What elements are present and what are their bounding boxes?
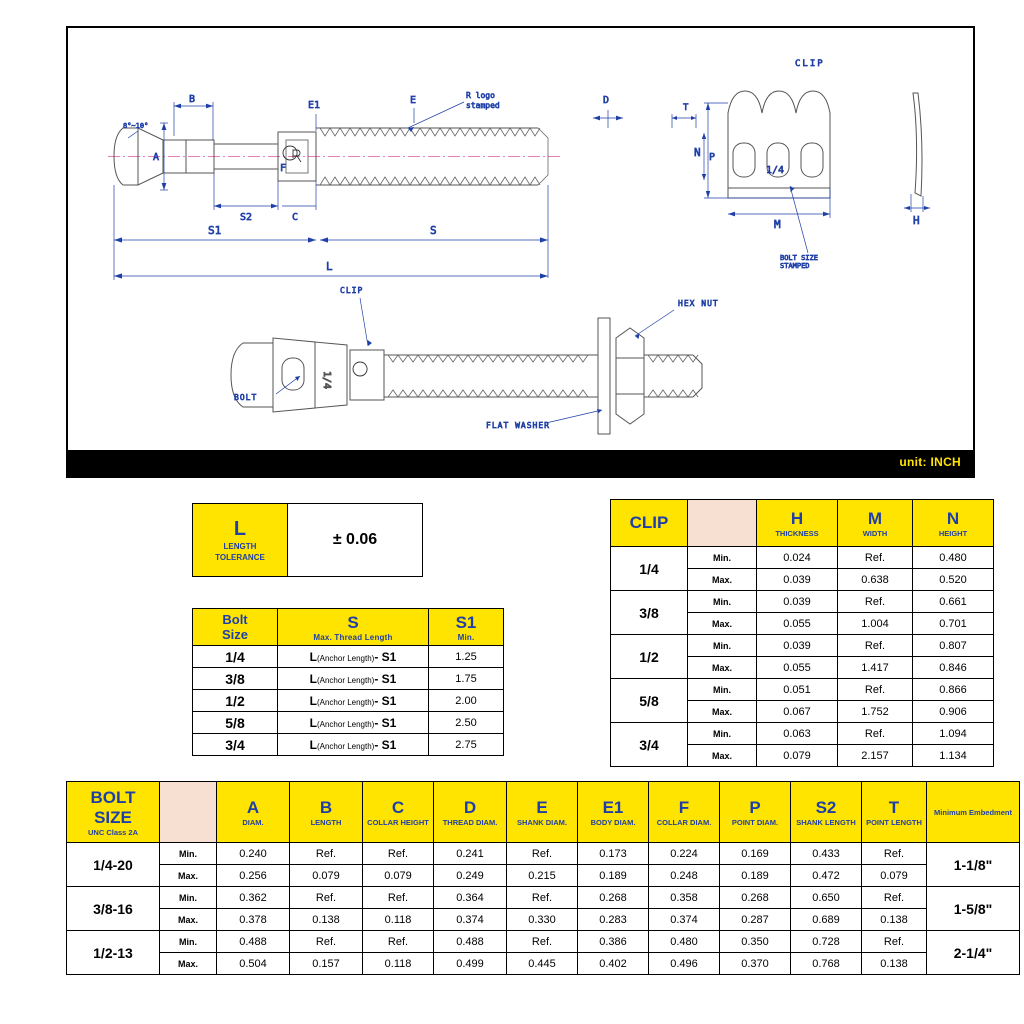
clip-n-min: 0.807 <box>913 635 994 657</box>
bolt-t-ref: Ref. <box>862 887 927 909</box>
svg-text:BOLT: BOLT <box>234 393 258 402</box>
clip-row-size: 1/2 <box>611 635 688 679</box>
bolt-embedment: 1-5/8" <box>927 887 1020 931</box>
bolt-b-ref: Ref. <box>290 887 363 909</box>
svg-text:C: C <box>292 212 299 223</box>
table-row <box>611 679 994 701</box>
bolt-embedment: 1-1/8" <box>927 843 1020 887</box>
tolerance-sub2: TOLERANCE <box>215 552 265 562</box>
thread-size-header-line2: Size <box>221 627 248 642</box>
table-row <box>67 887 1020 909</box>
table-row <box>193 668 504 690</box>
clip-min-label: Min. <box>688 679 757 701</box>
bolt-p-max: 0.189 <box>720 865 791 887</box>
bolt-f-max: 0.374 <box>649 909 720 931</box>
table-row <box>193 712 504 734</box>
clip-m-symbol: M <box>867 508 883 528</box>
bolt-col-e: E SHANK DIAM. <box>507 782 578 843</box>
thread-row-s1: 2.50 <box>429 712 504 734</box>
thread-s-note: Max. Thread Length <box>313 632 393 642</box>
clip-m-ref: Ref. <box>838 635 913 657</box>
svg-text:N: N <box>694 146 701 159</box>
clip-min-label: Min. <box>688 723 757 745</box>
bolt-a-min: 0.488 <box>217 931 290 953</box>
bolt-d-max: 0.374 <box>434 909 507 931</box>
bolt-c-ref: Ref. <box>363 931 434 953</box>
bolt-a-max: 0.378 <box>217 909 290 931</box>
thread-row-size: 3/8 <box>193 668 278 690</box>
svg-text:A: A <box>153 152 160 163</box>
clip-n-min: 1.094 <box>913 723 994 745</box>
svg-text:S2: S2 <box>240 212 253 223</box>
table-row <box>67 953 1020 975</box>
thread-row-size: 3/4 <box>193 734 278 756</box>
svg-text:B: B <box>189 94 196 105</box>
bolt-e1-max: 0.189 <box>578 865 649 887</box>
bolt-e1-min: 0.268 <box>578 887 649 909</box>
svg-text:M: M <box>774 218 781 231</box>
svg-text:CLIP: CLIP <box>795 59 825 69</box>
bolt-f-max: 0.248 <box>649 865 720 887</box>
table-row <box>67 865 1020 887</box>
thread-col-s1-header <box>429 609 504 646</box>
bolt-minmax-header <box>160 782 217 843</box>
bolt-max-label: Max. <box>160 909 217 931</box>
clip-max-label: Max. <box>688 745 757 767</box>
svg-text:E: E <box>410 95 417 106</box>
svg-text:S1: S1 <box>208 224 222 237</box>
clip-col-h <box>757 500 838 547</box>
tolerance-symbol-cell <box>193 504 288 577</box>
clip-h-max: 0.055 <box>757 657 838 679</box>
bolt-a-max: 0.504 <box>217 953 290 975</box>
svg-text:L: L <box>326 260 333 273</box>
svg-text:HEX NUT: HEX NUT <box>678 299 719 308</box>
bolt-col-a: A DIAM. <box>217 782 290 843</box>
clip-n-max: 1.134 <box>913 745 994 767</box>
callout-r-logo-line1: R logo <box>466 91 495 100</box>
clip-min-label: Min. <box>688 547 757 569</box>
thread-s1-symbol: S1 <box>455 612 477 632</box>
thread-row-s1: 1.75 <box>429 668 504 690</box>
bolt-max-label: Max. <box>160 953 217 975</box>
bolt-a-min: 0.362 <box>217 887 290 909</box>
thread-row-s: L(Anchor Length)- S1 <box>278 646 429 668</box>
clip-m-ref: Ref. <box>838 591 913 613</box>
callout-r-logo-line2: stamped <box>466 101 500 110</box>
bolt-e-value: 0.445 <box>507 953 578 975</box>
unit-bar <box>68 450 973 476</box>
bolt-d-max: 0.499 <box>434 953 507 975</box>
bolt-min-label: Min. <box>160 887 217 909</box>
bolt-col-embedment: Minimum Embedment <box>927 782 1020 843</box>
clip-row-size: 1/4 <box>611 547 688 591</box>
table-row <box>611 723 994 745</box>
length-tolerance-table <box>192 503 423 577</box>
thread-s1-note: Min. <box>457 632 475 642</box>
svg-text:BOLT SIZE: BOLT SIZE <box>780 254 818 262</box>
bolt-s2-min: 0.433 <box>791 843 862 865</box>
bolt-min-label: Min. <box>160 843 217 865</box>
table-row <box>611 547 994 569</box>
thread-row-s: L(Anchor Length)- S1 <box>278 690 429 712</box>
clip-h-min: 0.039 <box>757 591 838 613</box>
bolt-s2-max: 0.472 <box>791 865 862 887</box>
thread-row-s1: 2.00 <box>429 690 504 712</box>
bolt-d-min: 0.241 <box>434 843 507 865</box>
clip-max-label: Max. <box>688 701 757 723</box>
bolt-col-s2: S2 SHANK LENGTH <box>791 782 862 843</box>
clip-n-max: 0.701 <box>913 613 994 635</box>
bolt-title-line3: UNC Class 2A <box>87 827 139 837</box>
thread-s-symbol: S <box>347 612 359 632</box>
table-row <box>193 734 504 756</box>
bolt-p-min: 0.169 <box>720 843 791 865</box>
bolt-title-line2: SIZE <box>94 807 132 827</box>
bolt-f-min: 0.358 <box>649 887 720 909</box>
clip-h-min: 0.024 <box>757 547 838 569</box>
clip-n-min: 0.866 <box>913 679 994 701</box>
thread-row-s1: 2.75 <box>429 734 504 756</box>
clip-col-n <box>913 500 994 547</box>
bolt-dimension-table <box>66 781 1020 975</box>
svg-text:8°~10°: 8°~10° <box>123 122 149 130</box>
clip-n-symbol: N <box>946 508 960 528</box>
bolt-p-max: 0.287 <box>720 909 791 931</box>
bolt-col-b: B LENGTH <box>290 782 363 843</box>
bolt-f-min: 0.480 <box>649 931 720 953</box>
bolt-e-ref: Ref. <box>507 843 578 865</box>
thread-row-s1: 1.25 <box>429 646 504 668</box>
bolt-col-d: D THREAD DIAM. <box>434 782 507 843</box>
clip-col-m <box>838 500 913 547</box>
bolt-min-label: Min. <box>160 931 217 953</box>
clip-h-max: 0.067 <box>757 701 838 723</box>
bolt-row-size: 1/4-20 <box>67 843 160 887</box>
clip-h-min: 0.051 <box>757 679 838 701</box>
thread-size-header-line1: Bolt <box>222 612 248 627</box>
bolt-s2-min: 0.650 <box>791 887 862 909</box>
table-row <box>67 909 1020 931</box>
bolt-c-value: 0.118 <box>363 953 434 975</box>
clip-m-ref: Ref. <box>838 547 913 569</box>
clip-row-size: 3/4 <box>611 723 688 767</box>
bolt-max-label: Max. <box>160 865 217 887</box>
table-row <box>193 646 504 668</box>
svg-text:FLAT WASHER: FLAT WASHER <box>486 421 550 430</box>
clip-min-label: Min. <box>688 591 757 613</box>
clip-m-ref: Ref. <box>838 679 913 701</box>
thread-row-size: 1/4 <box>193 646 278 668</box>
thread-col-size-header <box>193 609 278 646</box>
svg-text:STAMPED: STAMPED <box>780 262 810 270</box>
bolt-a-max: 0.256 <box>217 865 290 887</box>
clip-m-value: 1.417 <box>838 657 913 679</box>
svg-text:H: H <box>913 214 920 227</box>
clip-row-size: 3/8 <box>611 591 688 635</box>
bolt-col-c: C COLLAR HEIGHT <box>363 782 434 843</box>
thread-row-size: 5/8 <box>193 712 278 734</box>
bolt-e1-max: 0.402 <box>578 953 649 975</box>
clip-n-max: 0.520 <box>913 569 994 591</box>
thread-col-s-header <box>278 609 429 646</box>
clip-m-value: 1.752 <box>838 701 913 723</box>
svg-text:1/4: 1/4 <box>321 371 332 390</box>
bolt-title-cell <box>67 782 160 843</box>
clip-h-min: 0.063 <box>757 723 838 745</box>
bolt-p-max: 0.370 <box>720 953 791 975</box>
bolt-b-value: 0.157 <box>290 953 363 975</box>
unit-label: unit: INCH <box>899 455 961 469</box>
svg-text:T: T <box>683 103 689 113</box>
thread-row-s: L(Anchor Length)- S1 <box>278 734 429 756</box>
clip-h-min: 0.039 <box>757 635 838 657</box>
bolt-d-min: 0.488 <box>434 931 507 953</box>
clip-n-max: 0.846 <box>913 657 994 679</box>
table-row <box>193 690 504 712</box>
clip-h-name: THICKNESS <box>775 528 819 538</box>
clip-max-label: Max. <box>688 613 757 635</box>
clip-h-max: 0.039 <box>757 569 838 591</box>
clip-n-min: 0.661 <box>913 591 994 613</box>
thread-row-s: L(Anchor Length)- S1 <box>278 712 429 734</box>
bolt-e-value: 0.215 <box>507 865 578 887</box>
svg-text:D: D <box>603 95 610 106</box>
clip-title: CLIP <box>629 513 669 532</box>
bolt-p-min: 0.268 <box>720 887 791 909</box>
bolt-e-ref: Ref. <box>507 931 578 953</box>
bolt-embedment: 2-1/4" <box>927 931 1020 975</box>
bolt-s2-max: 0.768 <box>791 953 862 975</box>
clip-n-min: 0.480 <box>913 547 994 569</box>
bolt-c-value: 0.079 <box>363 865 434 887</box>
bolt-a-min: 0.240 <box>217 843 290 865</box>
clip-m-value: 1.004 <box>838 613 913 635</box>
svg-text:E1: E1 <box>308 100 321 111</box>
svg-text:1/4: 1/4 <box>766 165 785 176</box>
thread-length-table <box>192 608 504 756</box>
table-row <box>611 591 994 613</box>
thread-row-s: L(Anchor Length)- S1 <box>278 668 429 690</box>
svg-text:P: P <box>709 152 716 163</box>
bolt-b-ref: Ref. <box>290 931 363 953</box>
bolt-c-ref: Ref. <box>363 887 434 909</box>
bolt-col-f: F COLLAR DIAM. <box>649 782 720 843</box>
clip-max-label: Max. <box>688 569 757 591</box>
bolt-b-value: 0.138 <box>290 909 363 931</box>
clip-row-size: 5/8 <box>611 679 688 723</box>
drawing-panel <box>66 26 975 478</box>
clip-dimension-table <box>610 499 994 767</box>
bolt-e1-min: 0.173 <box>578 843 649 865</box>
bolt-d-min: 0.364 <box>434 887 507 909</box>
bolt-d-max: 0.249 <box>434 865 507 887</box>
tolerance-value: ± 0.06 <box>288 504 423 577</box>
bolt-col-t: T POINT LENGTH <box>862 782 927 843</box>
bolt-t-value: 0.079 <box>862 865 927 887</box>
bolt-e-ref: Ref. <box>507 887 578 909</box>
bolt-t-ref: Ref. <box>862 843 927 865</box>
table-row <box>67 843 1020 865</box>
bolt-c-ref: Ref. <box>363 843 434 865</box>
bolt-title-line1: BOLT <box>90 787 136 807</box>
clip-m-value: 0.638 <box>838 569 913 591</box>
table-row <box>67 931 1020 953</box>
bolt-e-value: 0.330 <box>507 909 578 931</box>
bolt-s2-min: 0.728 <box>791 931 862 953</box>
bolt-f-min: 0.224 <box>649 843 720 865</box>
clip-m-name: WIDTH <box>862 528 888 538</box>
svg-text:F: F <box>280 163 287 174</box>
svg-text:CLIP: CLIP <box>340 286 364 295</box>
tolerance-symbol: L <box>233 517 247 540</box>
bolt-t-value: 0.138 <box>862 909 927 931</box>
clip-m-ref: Ref. <box>838 723 913 745</box>
bolt-e1-min: 0.386 <box>578 931 649 953</box>
bolt-row-size: 3/8-16 <box>67 887 160 931</box>
svg-text:S: S <box>430 224 437 237</box>
clip-min-label: Min. <box>688 635 757 657</box>
clip-max-label: Max. <box>688 657 757 679</box>
clip-h-max: 0.055 <box>757 613 838 635</box>
bolt-f-max: 0.496 <box>649 953 720 975</box>
bolt-b-value: 0.079 <box>290 865 363 887</box>
technical-drawing <box>68 28 969 472</box>
clip-m-value: 2.157 <box>838 745 913 767</box>
bolt-p-min: 0.350 <box>720 931 791 953</box>
bolt-row-size: 1/2-13 <box>67 931 160 975</box>
bolt-s2-max: 0.689 <box>791 909 862 931</box>
clip-h-symbol: H <box>790 508 804 528</box>
bolt-c-value: 0.118 <box>363 909 434 931</box>
table-row <box>611 635 994 657</box>
thread-row-size: 1/2 <box>193 690 278 712</box>
bolt-col-e1: E1 BODY DIAM. <box>578 782 649 843</box>
clip-minmax-header <box>688 500 757 547</box>
clip-n-max: 0.906 <box>913 701 994 723</box>
bolt-t-ref: Ref. <box>862 931 927 953</box>
clip-n-name: HEIGHT <box>938 528 968 538</box>
bolt-t-value: 0.138 <box>862 953 927 975</box>
clip-h-max: 0.079 <box>757 745 838 767</box>
clip-title-cell <box>611 500 688 547</box>
bolt-b-ref: Ref. <box>290 843 363 865</box>
bolt-e1-max: 0.283 <box>578 909 649 931</box>
bolt-col-p: P POINT DIAM. <box>720 782 791 843</box>
tolerance-sub1: LENGTH <box>223 541 257 551</box>
